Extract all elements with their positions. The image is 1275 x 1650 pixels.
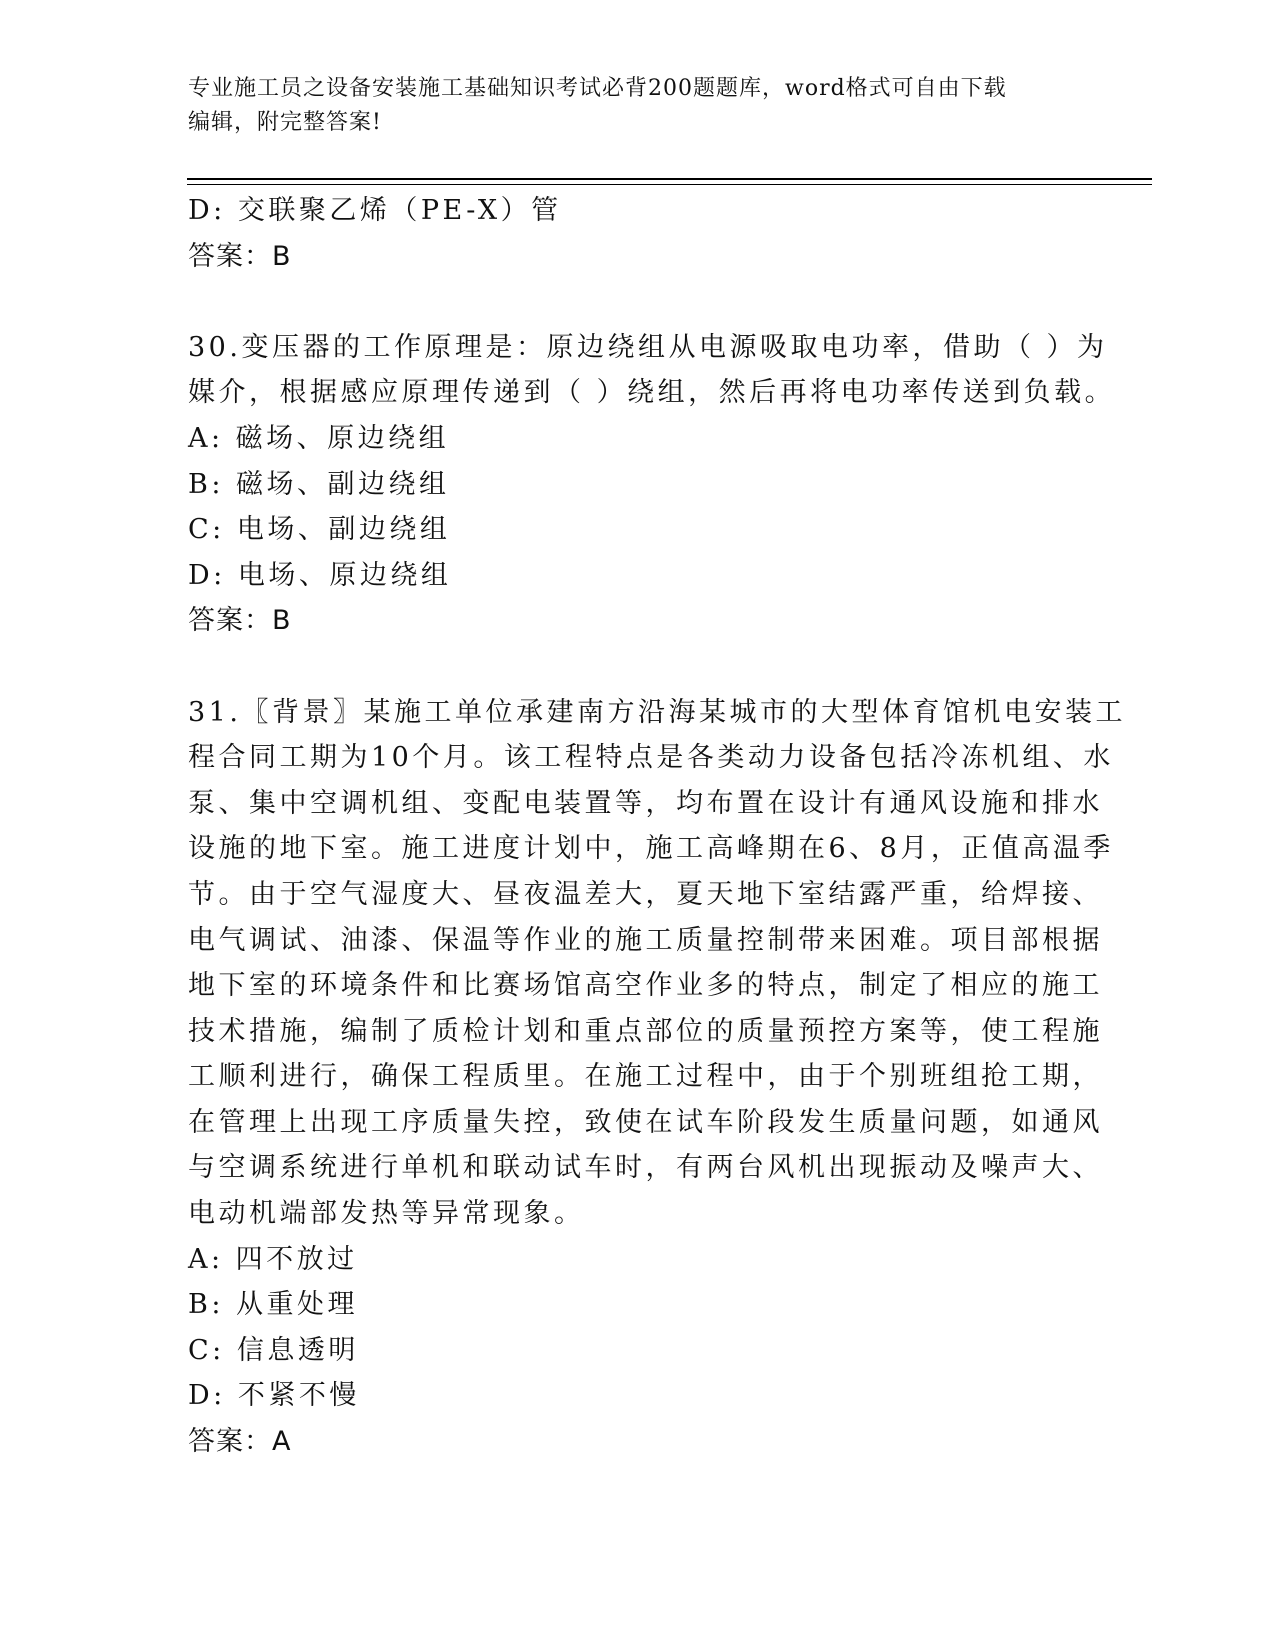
- header-divider: [187, 178, 1152, 180]
- document-body: [188, 188, 1126, 1465]
- answer: 答案：A: [188, 1426, 292, 1458]
- option-c: C: 电场、副边绕组: [188, 514, 451, 546]
- option-b: B: 从重处理: [188, 1289, 359, 1321]
- question-stem-line: 泵、集中空调机组、变配电装置等，均布置在设计有通风设施和排水: [188, 787, 1103, 819]
- question-stem-line: 程合同工期为10个月。该工程特点是各类动力设备包括冷冻机组、水: [188, 742, 1114, 774]
- spacer: [188, 279, 1078, 325]
- question-stem-line: 31.〖背景〗某施工单位承建南方沿海某城市的大型体育馆机电安装工: [188, 696, 1126, 728]
- option-d: D: 电场、原边绕组: [188, 559, 452, 591]
- question-stem-line: 电动机端部发热等异常现象。: [188, 1198, 585, 1230]
- option-d: D: 交联聚乙烯（PE-X）管: [188, 195, 562, 226]
- answer: 答案：B: [188, 605, 292, 637]
- question-stem-line: 地下室的环境条件和比赛场馆高空作业多的特点，制定了相应的施工: [188, 970, 1103, 1002]
- option-a: A: 四不放过: [188, 1243, 358, 1275]
- question-stem-line: 节。由于空气湿度大、昼夜温差大，夏天地下室结露严重，给焊接、: [188, 878, 1103, 910]
- header-divider-thin: [187, 184, 1152, 185]
- header-line-1: 专业施工员之设备安装施工基础知识考试必背200题题库，word格式可自由下载: [188, 76, 1007, 101]
- question-29: [188, 188, 1078, 279]
- question-stem-line: 工顺利进行，确保工程质里。在施工过程中，由于个别班组抢工期，: [188, 1061, 1103, 1093]
- question-stem-line: 在管理上出现工序质量失控，致使在试车阶段发生质量问题，如通风: [188, 1106, 1103, 1138]
- answer: 答案：B: [188, 240, 292, 272]
- question-31: [188, 690, 1126, 1465]
- document-header: [188, 72, 1068, 140]
- spacer: [188, 644, 1078, 690]
- question-30: [188, 325, 1116, 644]
- option-b: B: 磁场、副边绕组: [188, 468, 450, 500]
- question-stem-line: 与空调系统进行单机和联动试车时，有两台风机出现振动及噪声大、: [188, 1152, 1103, 1184]
- option-a: A: 磁场、原边绕组: [188, 422, 450, 454]
- question-stem-line: 设施的地下室。施工进度计划中，施工高峰期在6、8月，正值高温季: [188, 833, 1114, 865]
- header-line-2: 编辑，附完整答案!: [188, 110, 382, 135]
- question-stem-line: 媒介，根据感应原理传递到（ ）绕组，然后再将电功率传送到负载。: [188, 377, 1116, 409]
- option-d: D: 不紧不慢: [188, 1380, 360, 1412]
- question-stem-line: 技术措施，编制了质检计划和重点部位的质量预控方案等，使工程施: [188, 1015, 1103, 1047]
- option-c: C: 信息透明: [188, 1334, 359, 1366]
- question-stem-line: 电气调试、油漆、保温等作业的施工质量控制带来困难。项目部根据: [188, 924, 1103, 956]
- question-stem-line: 30.变压器的工作原理是：原边绕组从电源吸取电功率，借助（ ）为: [188, 331, 1108, 363]
